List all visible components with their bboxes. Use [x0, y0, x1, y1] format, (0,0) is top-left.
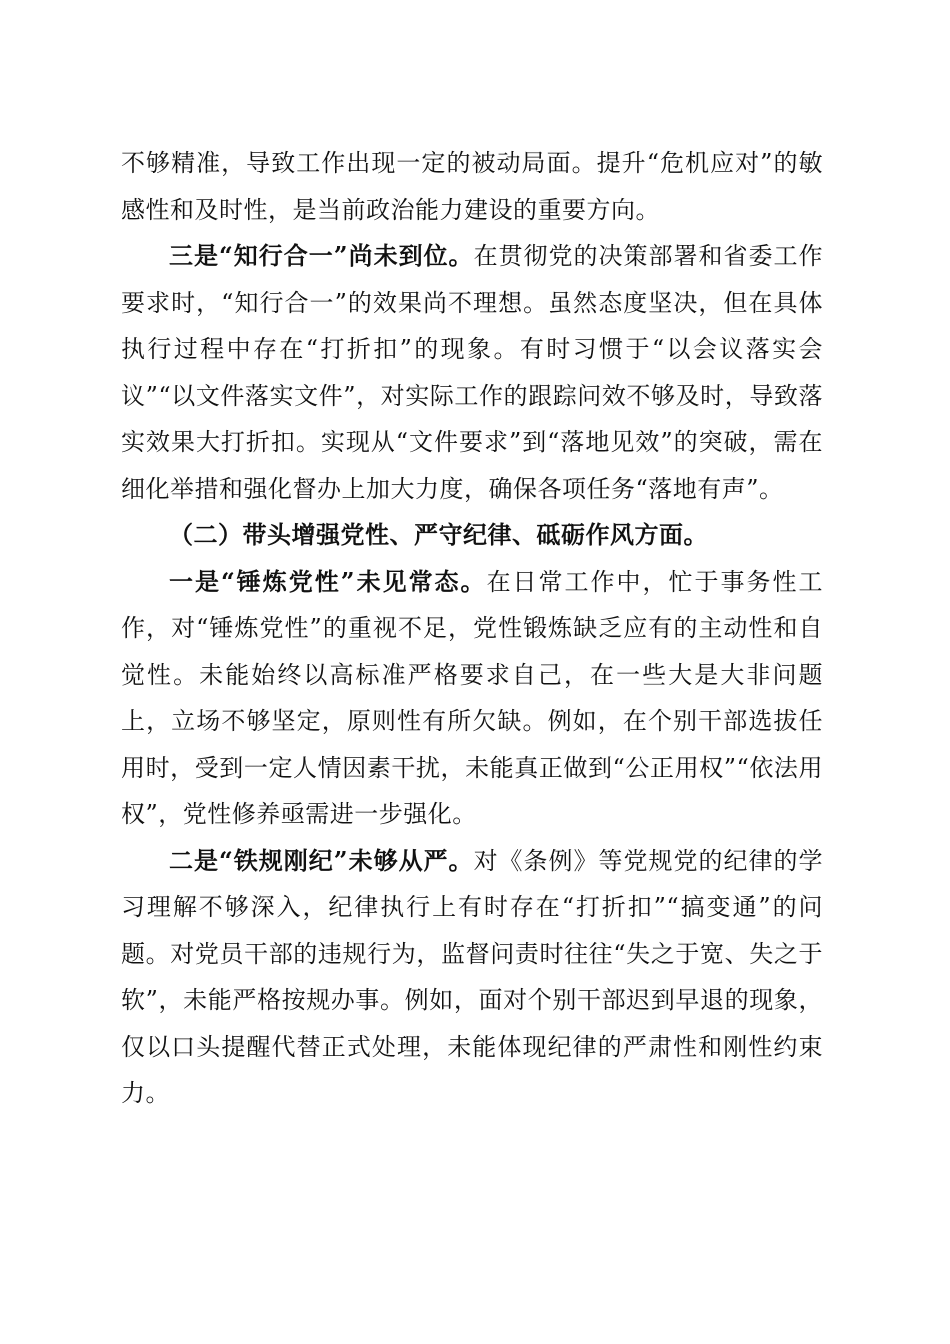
- paragraph-lead: 三是“知行合一”尚未到位。: [169, 241, 474, 270]
- paragraph-zhixing-heyi: [121, 233, 823, 512]
- paragraph-text: 对《条例》等党规党的纪律的学习理解不够深入，纪律执行上有时存在“打折扣”“搞变通”的问题。对党员干部的违规行为，监督问责时往往“失之于宽、失之于软”，未能严格按规办事。例如，面对个别干部迟到早退的现象，仅以口头提醒代替正式处理，未能体现纪律的严肃性和刚性约束力。: [121, 846, 824, 1107]
- paragraph-duanlian-dangxing: [121, 559, 823, 838]
- paragraph-continued: [121, 140, 823, 233]
- paragraph-lead: 一是“锤炼党性”未见常态。: [169, 566, 487, 596]
- paragraph-text: 在日常工作中，忙于事务性工作，对“锤炼党性”的重视不足，党性锻炼缺乏应有的主动性和自觉性。未能始终以高标准严格要求自己，在一些大是大非问题上，立场不够坚定，原则性有所欠缺。例如，在个别干部选拔任用时，受到一定人情因素干扰，未能真正做到“公正用权”“依法用权”，党性修养亟需进一步强化。: [121, 567, 824, 828]
- paragraph-tiegui-gangji: [121, 838, 823, 1117]
- document-body: [121, 140, 823, 1117]
- section-heading: （二）带头增强党性、严守纪律、砥砺作风方面。: [169, 520, 708, 549]
- paragraph-text: 在贯彻党的决策部署和省委工作要求时，“知行合一”的效果尚不理想。虽然态度坚决，但在具体执行过程中存在“打折扣”的现象。有时习惯于“以会议落实会议”“以文件落实文件”，对实际工作的跟踪问效不够及时，导致落实效果大打折扣。实现从“文件要求”到“落地见效”的突破，需在细化举措和强化督办上加大力度，确保各项任务“落地有声”。: [121, 242, 824, 503]
- paragraph-text: 不够精准，导致工作出现一定的被动局面。提升“危机应对”的敏感性和及时性，是当前政治能力建设的重要方向。: [121, 149, 823, 224]
- paragraph-lead: 二是“铁规刚纪”未够从严。: [169, 845, 474, 875]
